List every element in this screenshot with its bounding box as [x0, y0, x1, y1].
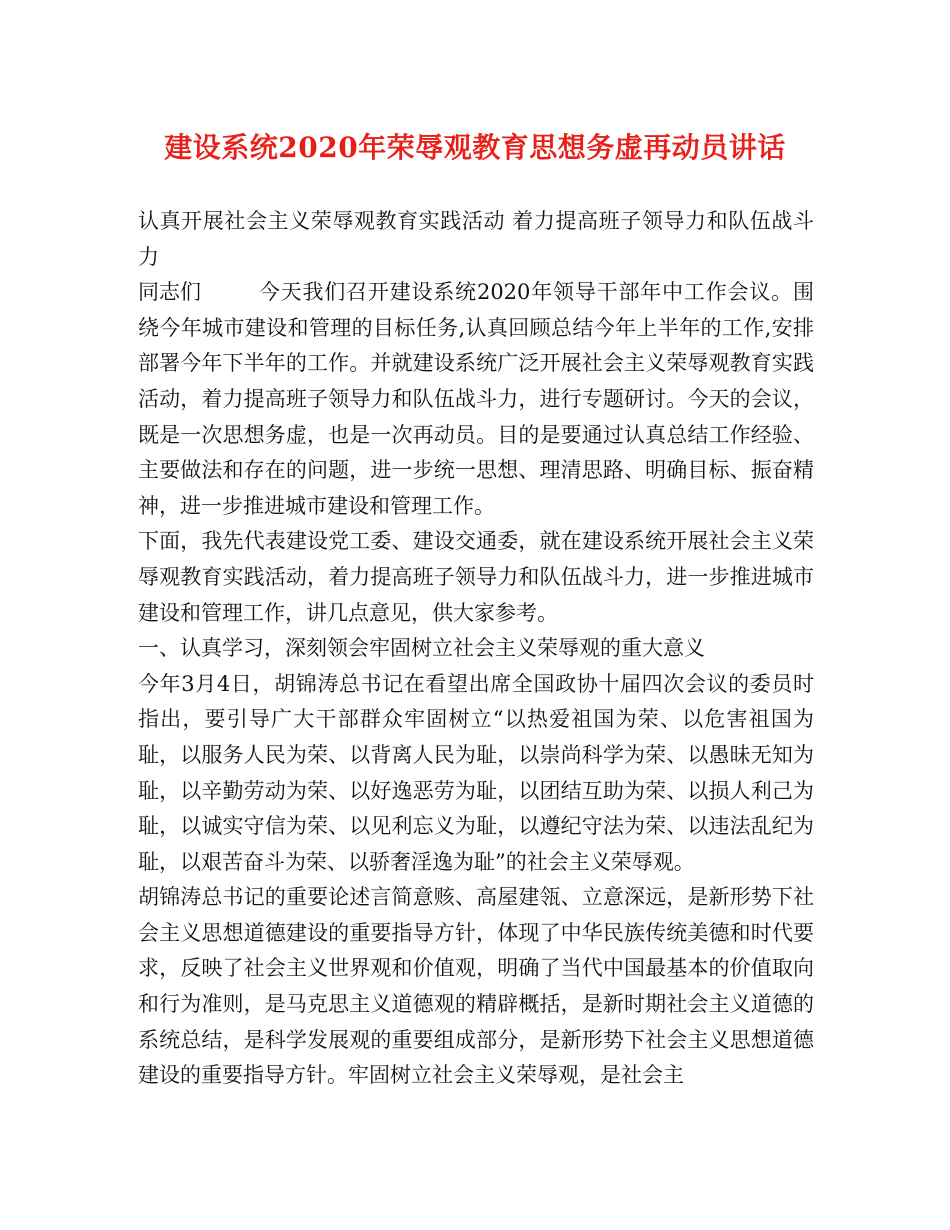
paragraph-3: 今年3月4日，胡锦涛总书记在看望出席全国政协十届四次会议的委员时指出，要引导广大干部群众牢固树立“以热爱祖国为荣、以危害祖国为耻，以服务人民为荣、以背离人民为耻，以崇尚科学为荣、以愚昧无知为耻，以辛勤劳动为荣、以好逸恶劳为耻，以团结互助为荣、以损人利己为耻，以诚实守信为荣、以见利忘义为耻，以遵纪守法为荣、以违法乱纪为耻，以艰苦奋斗为荣、以骄奢淫逸为耻”的社会主义荣辱观。	[138, 671, 814, 874]
paragraph-1: 今天我们召开建设系统2020年领导干部年中工作会议。围绕今年城市建设和管理的目标任务,认真回顾总结今年上半年的工作,安排部署今年下半年的工作。并就建设系统广泛开展社会主义荣辱观教育实践活动，着力提高班子领导力和队伍战斗力，进行专题研讨。今天的会议，既是一次思想务虚，也是一次再动员。目的是要通过认真总结工作经验、主要做法和存在的问题，进一步统一思想、理清思路、明确目标、振奋精神，进一步推进城市建设和管理工作。	[138, 280, 814, 518]
document-body	[138, 204, 814, 1094]
opening-paragraph	[138, 275, 814, 524]
paragraph-4: 胡锦涛总书记的重要论述言简意赅、高屋建瓴、立意深远，是新形势下社会主义思想道德建设的重要指导方针，体现了中华民族传统美德和时代要求，反映了社会主义世界观和价值观，明确了当代中国最基本的价值取向和行为准则，是马克思主义道德观的精辟概括，是新时期社会主义道德的系统总结，是科学发展观的重要组成部分，是新形势下社会主义思想道德建设的重要指导方针。牢固树立社会主义荣辱观，是社会主	[138, 885, 814, 1088]
salutation: 同志们	[138, 280, 201, 305]
document-subtitle: 认真开展社会主义荣辱观教育实践活动 着力提高班子领导力和队伍战斗力	[138, 209, 814, 269]
paragraph-2: 下面，我先代表建设党工委、建设交通委，就在建设系统开展社会主义荣辱观教育实践活动，着力提高班子领导力和队伍战斗力，进一步推进城市建设和管理工作，讲几点意见，供大家参考。	[138, 529, 814, 625]
section-1-heading: 一、认真学习，深刻领会牢固树立社会主义荣辱观的重大意义	[138, 636, 705, 661]
document-title: 建设系统2020年荣辱观教育思想务虚再动员讲话	[164, 131, 786, 164]
